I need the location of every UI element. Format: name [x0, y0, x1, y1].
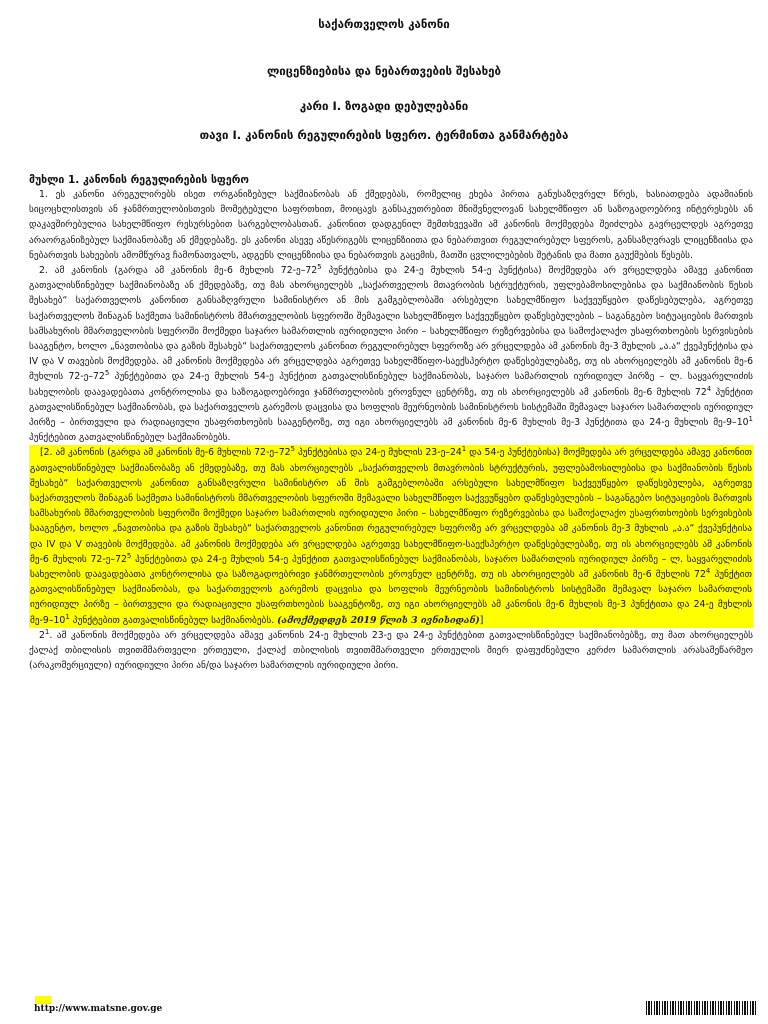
paragraph-2-1: [29, 628, 753, 674]
paragraph-2: [29, 263, 753, 445]
text-run: პუნქტებით გათვალისწინებულ საქმიანობებს.: [29, 432, 231, 444]
amendment-note: (ამოქმედდეს 2019 წლის 3 ივნისიდან): [277, 614, 480, 626]
text-run: პუნქტებითა და 24-ე მუხლის 54-ე პუნქტით გათვალისწინებულ საქმიანობას, საჯარო სამართლის იურიდიულ პირზე – ლ. საყვარელიძის სახელობის დაავადებათა კონტროლისა და საზოგადოებრივი ჯანმრთელობის ეროვნულ ცენტრზე, თუ ის ახორციელებს ამ კანონის მე-6 მუხლის 72: [30, 553, 752, 581]
page-footer: [0, 990, 768, 1024]
paragraph-2-amended-highlighted: [29, 445, 753, 627]
superscript: 4: [705, 566, 711, 575]
text-run: პუნქტებისა და 24-ე მუხლის 54-ე პუნქტისა) მოქმედება არ ვრცელდება ამავე კანონით გათვალისწინებულ საქმიანობაზე ან ქმედებაზე, თუ მას ახორციელებს „საქართველოს მთავრობის სტრუქტურის, უფლებამოსილებისა და საქმიანობის წესის შესახებ“ საქართველოს კანონით განსაზღვრული სამინისტრო ან მის გამგებლობაში არსებული სახელმწიფო საქვეუწყებო დაწესებულება, აგრეთვე საქართველოს შინაგან საქმეთა სამინისტროს მმართველობის სფეროში შემავალი სახელმწიფო საქვეუწყებო დაწესებულების – საგანგებო სიტუაციების მართვის სამსახურის მმართველობის სფეროში მოქმედი საჯარო სამართლის იურიდიული პირი – სახელმწიფო რეზერვებისა და სამოქალაქო უსაფრთხოების სერვისების სააგენტო, ხოლო „ნავთობისა და გაზის შესახებ“ საქართველოს კანონით რეგულირებულ სფეროზე არ ვრცელდება ამ კანონის მე-3 მუხლის „ა.ა“ ქვეპუნქტისა და IV და V თავების მოქმედება. ამ კანონის მოქმედება არ ვრცელდება აგრეთვე სახელმწიფო-საექსპერტო დაწესებულებაზე, თუ ის ახორციელებს ამ კანონის მე-6 მუხლის 72-ე–72: [29, 265, 753, 383]
barcode-icon: [646, 1001, 758, 1015]
law-title: საქართველოს კანონი: [318, 17, 450, 31]
superscript: 5: [290, 445, 295, 454]
superscript: 5: [317, 262, 322, 271]
chapter-heading: თავი I. კანონის რეგულირების სფერო. ტერმინთა განმარტება: [199, 128, 569, 142]
superscript: 4: [706, 384, 712, 393]
superscript: 1: [748, 414, 753, 423]
article-body: [29, 173, 753, 674]
superscript: 1: [461, 445, 467, 454]
paragraph-1: 1. ეს კანონი არეგულირებს ისეთ ორგანიზებულ საქმიანობას ან ქმედებას, რომელიც ეხება პირთა განუსაზღვრელ წრეს, ხასიათდება ადამიანის სიცოცხლისთვის ან ჯანმრთელობისთვის მომეტებული საფრთხით, მოიცავს განსაკუთრებით მნიშვნელოვან სახელმწიფო ან საზოგადოებრივ ინტერესებს ან დაკავშირებულია სახელმწიფო რესურსებით სარგებლობასთან. კანონით დადგენილ შემთხვევაში ამ კანონის მოქმედება შეიძლება გავრცელდეს აგრეთვე არაორგანიზებულ საქმიანობაზე ან ქმედებაზე. ეს კანონი ასევე აწესრიგებს ლიცენზიითა და ნებართვით რეგულირებულ სფეროს, განსაზღვრავს ლიცენზიისა და ნებართვის სახეების ამომწურავ ჩამონათვალს, ადგენს ლიცენზიისა და ნებართვის გაცემის, მათში ცვლილებების შეტანის და მათი გაუქმების წესებს.: [29, 189, 753, 261]
matsne-link[interactable]: http://www.matsne.gov.ge: [34, 1004, 163, 1014]
text-run: პუნქტებითა და 24-ე მუხლის 54-ე პუნქტით გათვალისწინებულ საქმიანობას, საჯარო სამართლის იურიდიულ პირზე – ლ. საყვარელიძის სახელობის დაავადებათა კონტროლისა და საზოგადოებრივი ჯანმრთელობის ეროვნულ ცენტრზე, თუ ის ახორციელებს ამ კანონის მე-6 მუხლის 72: [29, 371, 753, 398]
closing-bracket: ]: [479, 614, 484, 626]
highlight-marker: [35, 996, 51, 1004]
text-run: . ამ კანონის მოქმედება არ ვრცელდება ამავე კანონის 24-ე მუხლის 23-ე და 24-ე პუნქტებით გათვალისწინებულ საქმიანობებზე, თუ მათ ახორციელებს ქალაქ თბილისის თვითმმართველი ერთეული, ქალაქ თბილისის თვითმმართველი ერთეულის მიერ დაფუძნებული კერძო სამართლის არასამეწარმეო (არაკომერციული) იურიდიული პირი ან/და საჯარო სამართლის იურიდიული პირი.: [29, 629, 753, 672]
article-title: მუხლი 1. კანონის რეგულირების სფერო: [29, 174, 249, 186]
text-run: პუნქტით გათვალისწინებულ საქმიანობას, და საქართველოს გარემოს დაცვისა და სოფლის მეურნეობის სამინისტროს სისტემაში შემავალ საჯარო სამართლის იურიდიულ პირზე – ბირთვული და რადიაციული უსაფრთხოების სააგენტოზე, თუ იგი ახორციელებს ამ კანონის მე-6 მუხლის მე-3 პუნქტითა და 24-ე მუხლის მე-9–10: [30, 569, 752, 626]
superscript: 1: [65, 612, 70, 621]
text-run: 2: [39, 629, 45, 641]
text-run: პუნქტებით გათვალისწინებულ საქმიანობებს.: [69, 614, 278, 626]
text-run: და 54-ე პუნქტებისა) მოქმედება არ ვრცელდება ამავე კანონით გათვალისწინებულ საქმიანობაზე ან ქმედებაზე, თუ მას ახორციელებს „საქართველოს მთავრობის სტრუქტურის, უფლებამოსილებისა და საქმიანობის წესის შესახებ“ საქართველოს კანონით განსაზღვრული სამინისტრო ან მის გამგებლობაში არსებული სახელმწიფო საქვეუწყებო დაწესებულება, აგრეთვე საქართველოს შინაგან საქმეთა სამინისტროს მმართველობის სფეროში შემავალი სახელმწიფო საქვეუწყებო დაწესებულების – საგანგებო სიტუაციების მართვის სამსახურის მმართველობის სფეროში მოქმედი საჯარო სამართლის იურიდიული პირი – სახელმწიფო რეზერვებისა და სამოქალაქო უსაფრთხოების სერვისების სააგენტო, ხოლო „ნავთობისა და გაზის შესახებ“ საქართველოს კანონით რეგულირებულ სფეროზე არ ვრცელდება ამ კანონის მე-3 მუხლის „ა.ა“ ქვეპუნქტისა და IV და V თავების მოქმედება. ამ კანონის მოქმედება არ ვრცელდება აგრეთვე სახელმწიფო-საექსპერტო დაწესებულებაზე, თუ ის ახორციელებს ამ კანონის მე-6 მუხლის 72-ე–72: [30, 447, 752, 565]
superscript: 1: [44, 627, 50, 636]
text-run: [2. ამ კანონის (გარდა ამ კანონის მე-6 მუხლის 72-ე–72: [40, 447, 291, 459]
text-run: პუნქტით გათვალისწინებულ საქმიანობას, და საქართველოს გარემოს დაცვისა და სოფლის მეურნეობის სამინისტროს სისტემაში შემავალ საჯარო სამართლის იურიდიულ პირზე – ბირთვული და რადიაციული უსაფრთხოების სააგენტოზე, თუ იგი ახორციელებს ამ კანონის მე-6 მუხლის მე-3 პუნქტითა და 24-ე მუხლის მე-9–10: [29, 386, 753, 429]
superscript: 5: [126, 551, 132, 560]
superscript: 5: [104, 369, 110, 378]
part-heading: კარი I. ზოგადი დებულებანი: [299, 99, 469, 113]
law-subject: ლიცენზიებისა და ნებართვების შესახებ: [266, 64, 502, 78]
text-run: პუნქტებისა და 24-ე მუხლის 23-ე–24: [295, 447, 462, 459]
text-run: 2. ამ კანონის (გარდა ამ კანონის მე-6 მუხლის 72-ე–72: [39, 265, 318, 277]
